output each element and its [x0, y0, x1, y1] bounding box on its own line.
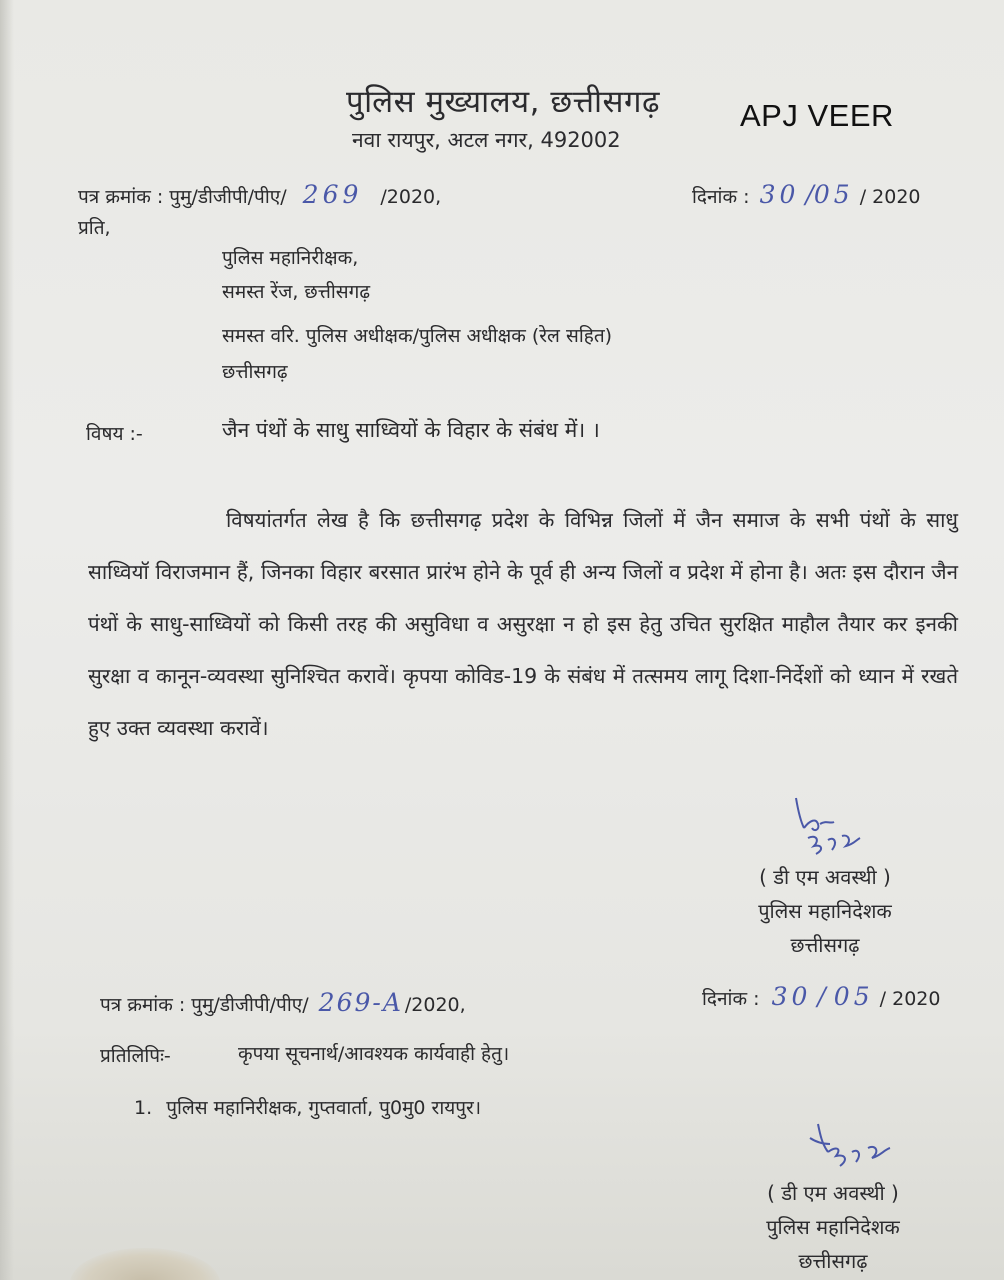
to-label: प्रति,	[78, 217, 111, 239]
copy-date-year: 2020	[892, 988, 941, 1010]
recipient2-line1: समस्त वरि. पुलिस अधीक्षक/पुलिस अधीक्षक (रेल सहित)	[222, 325, 613, 347]
date-month-handwritten: 05	[813, 180, 854, 209]
letterhead-address: नवा रायपुर, अटल नगर, 492002	[352, 128, 621, 152]
date-year: 2020	[872, 186, 921, 208]
body-paragraph: विषयांतर्गत लेख है कि छत्तीसगढ़ प्रदेश के विभिन्न जिलों में जैन समाज के सभी पंथों के साधु साध्वियॉ विराजमान हैं, जिनका विहार बरसात प्रारंभ होने के पूर्व ही अन्य जिलों व प्रदेश में होना है। अतः इस दौरान जैन पंथों के साधु-साध्वियों को किसी तरह की असुविधा व असुरक्षा न हो इस हेतु उचित सुरक्षित माहौल तैयार कर इनकी सुरक्षा व कानून-व्यवस्था सुनिश्चित करावें। कृपया कोविड-19 के संबंध में तत्समय लागू दिशा-निर्देशों को ध्यान में रखते हुए उक्त व्यवस्था करावें।	[88, 508, 958, 740]
recipient1-line2: समस्त रेंज, छत्तीसगढ़	[222, 281, 371, 303]
signature-block-2	[738, 1176, 928, 1278]
signature-scribble-1	[786, 790, 876, 860]
copy-date-day-handwritten: 30	[771, 982, 812, 1011]
copy-date-sep-2: /	[879, 988, 893, 1010]
page-edge-shadow	[0, 0, 14, 1280]
copy-date-label: दिनांक :	[702, 988, 760, 1010]
subject-text: जैन पंथों के साधु साध्वियों के विहार के संबंध में। ।	[222, 418, 600, 442]
recipient1-line1: पुलिस महानिरीक्षक,	[222, 247, 359, 269]
photo-artifact	[70, 1248, 220, 1280]
copy-ref-line	[100, 988, 466, 1017]
letterhead-title: पुलिस मुख्यालय, छत्तीसगढ़	[346, 84, 660, 120]
date-line	[692, 180, 921, 209]
cc-list-item	[134, 1094, 481, 1120]
copy-date-line	[702, 982, 940, 1011]
ref-suffix: /2020,	[380, 186, 442, 208]
cc-label: प्रतिलिपिः-	[100, 1045, 171, 1067]
ref-line	[78, 180, 441, 209]
watermark-text: APJ VEER	[740, 98, 894, 133]
body-paragraph-container	[88, 494, 958, 754]
copy-date-sep: /	[817, 982, 834, 1011]
copy-signatory-name: ( डी एम अवस्थी )	[767, 1181, 899, 1205]
date-day-handwritten: 30	[759, 180, 800, 209]
signature-block-1	[730, 860, 920, 962]
date-label: दिनांक :	[692, 186, 750, 208]
copy-ref-number-handwritten: 269-A	[318, 988, 403, 1017]
signatory-state: छत्तीसगढ़	[790, 933, 860, 957]
cc-text: कृपया सूचनार्थ/आवश्यक कार्यवाही हेतु।	[238, 1043, 510, 1065]
copy-date-month-handwritten: 05	[833, 982, 874, 1011]
copy-signatory-state: छत्तीसगढ़	[798, 1249, 868, 1273]
subject-label: विषय :-	[86, 423, 143, 445]
cc-item-text: पुलिस महानिरीक्षक, गुप्तवार्ता, पु0मु0 रायपुर।	[166, 1097, 482, 1119]
cc-item-number: 1.	[134, 1097, 153, 1119]
recipient2-line2: छत्तीसगढ़	[222, 361, 288, 383]
ref-prefix: पत्र क्रमांक : पुमु/डीजीपी/पीए/	[78, 186, 287, 208]
copy-ref-suffix: /2020,	[404, 994, 466, 1016]
date-sep: /	[805, 180, 814, 209]
signatory-name: ( डी एम अवस्थी )	[759, 865, 891, 889]
ref-number-handwritten: 269	[302, 180, 363, 209]
date-sep-2: /	[859, 186, 873, 208]
copy-ref-prefix: पत्र क्रमांक : पुमु/डीजीपी/पीए/	[100, 994, 309, 1016]
signature-scribble-2	[806, 1118, 896, 1178]
signatory-designation: पुलिस महानिदेशक	[758, 899, 892, 923]
copy-signatory-designation: पुलिस महानिदेशक	[766, 1215, 900, 1239]
